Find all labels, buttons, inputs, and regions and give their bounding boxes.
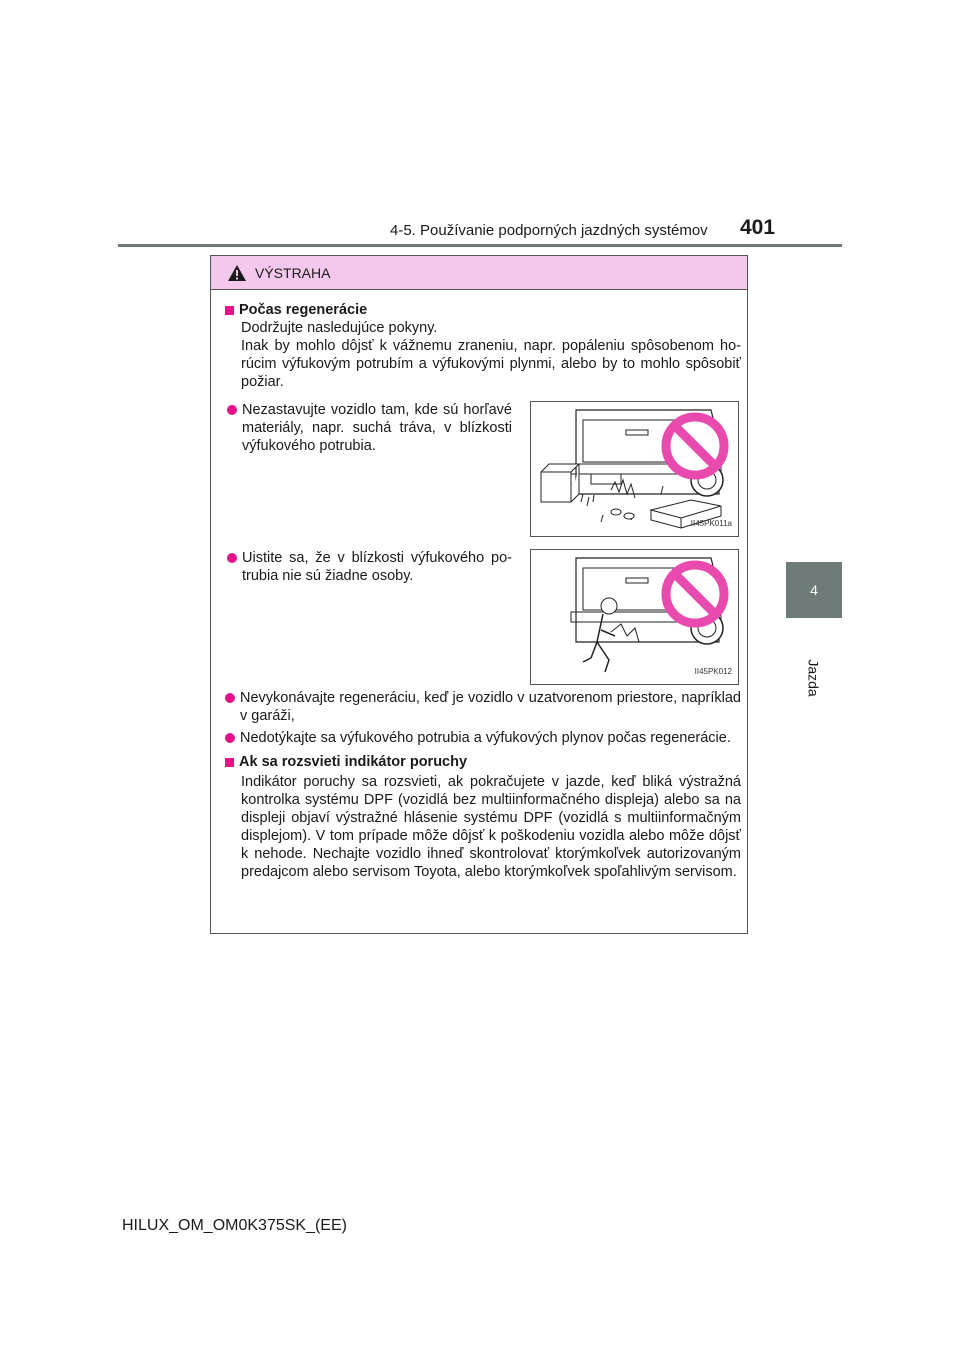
- list-item: [225, 689, 741, 725]
- chapter-tab: [786, 562, 842, 618]
- chapter-label: Jazda: [805, 659, 822, 697]
- bullet-with-figure: [225, 549, 741, 685]
- figure-code: II45PK011a: [690, 519, 732, 528]
- round-bullet-icon: [225, 733, 235, 743]
- bullet-text: Uistite sa, že v blízkosti výfukového potrubia nie sú žiadne osoby.: [242, 550, 512, 584]
- section-title: 4-5. Používanie podporných jazdných systémov: [390, 222, 708, 239]
- warning-triangle-icon: [227, 264, 247, 282]
- section-heading-regeneration: [225, 301, 741, 319]
- round-bullet-icon: [225, 693, 235, 703]
- round-bullet-icon: [227, 405, 237, 415]
- section-heading-text: Ak sa rozsvieti indikátor poruchy: [239, 754, 468, 770]
- figure-code: II45PK012: [694, 667, 732, 676]
- figure-flammable-materials: [530, 401, 739, 537]
- list-item: [225, 729, 741, 747]
- section-heading-text: Počas regenerácie: [239, 302, 368, 318]
- header-divider: [118, 244, 842, 247]
- intro-line: Dodržujte nasledujúce pokyny.: [241, 320, 438, 336]
- fault-indicator-paragraph: Indikátor poruchy sa rozsvieti, ak pokračujete v jazde, keď bliká výstražná kontrolka systému DPF (vozidlá bez multiinformačného displeja) alebo sa na displeji objaví výstražné hlásenie systému DPF (vozidlá s multiinformačným displejom). V tom prípade môže dôjsť k poškodeniu vozidla alebo môže dôjsť k nehode. Nechajte vozidlo ihneď skontrolovať ktorýmkoľvek autorizovaným predajcom alebo servisom Toyota, alebo ktorýmkoľvek spoľahlivým servisom.: [241, 774, 741, 880]
- square-bullet-icon: [225, 758, 234, 767]
- bullet-with-figure: [225, 401, 741, 537]
- section-heading-fault-indicator: [225, 753, 741, 771]
- warning-box: [210, 255, 748, 934]
- chapter-label-wrap: [786, 618, 842, 738]
- warning-header: [211, 256, 747, 290]
- round-bullet-icon: [227, 553, 237, 563]
- list-item: [227, 401, 512, 537]
- document-code: HILUX_OM_OM0K375SK_(EE): [122, 1217, 347, 1234]
- warning-label: VÝSTRAHA: [255, 264, 331, 281]
- list-item: [227, 549, 512, 685]
- bullet-text: Nedotýkajte sa výfukového potrubia a výfukových plynov počas regenerácie.: [240, 730, 731, 746]
- warning-body: [211, 290, 747, 881]
- figure-person-near-exhaust: [530, 549, 739, 685]
- square-bullet-icon: [225, 306, 234, 315]
- bullet-text: Nevykonávajte regeneráciu, keď je vozidlo v uzatvorenom priestore, napríklad v garáži,: [240, 690, 741, 724]
- bullet-text: Nezastavujte vozidlo tam, kde sú horľavé materiály, napr. suchá tráva, v blízkosti výfukového potrubia.: [242, 402, 512, 454]
- page-number: 401: [740, 216, 776, 239]
- intro-paragraph: Inak by mohlo dôjsť k vážnemu zraneniu, napr. popáleniu spôsobenom horúcim výfukovým potrubím a výfukovými plynmi, alebo by to mohlo spôsobiť požiar.: [241, 338, 741, 390]
- chapter-tab-number: 4: [810, 582, 818, 598]
